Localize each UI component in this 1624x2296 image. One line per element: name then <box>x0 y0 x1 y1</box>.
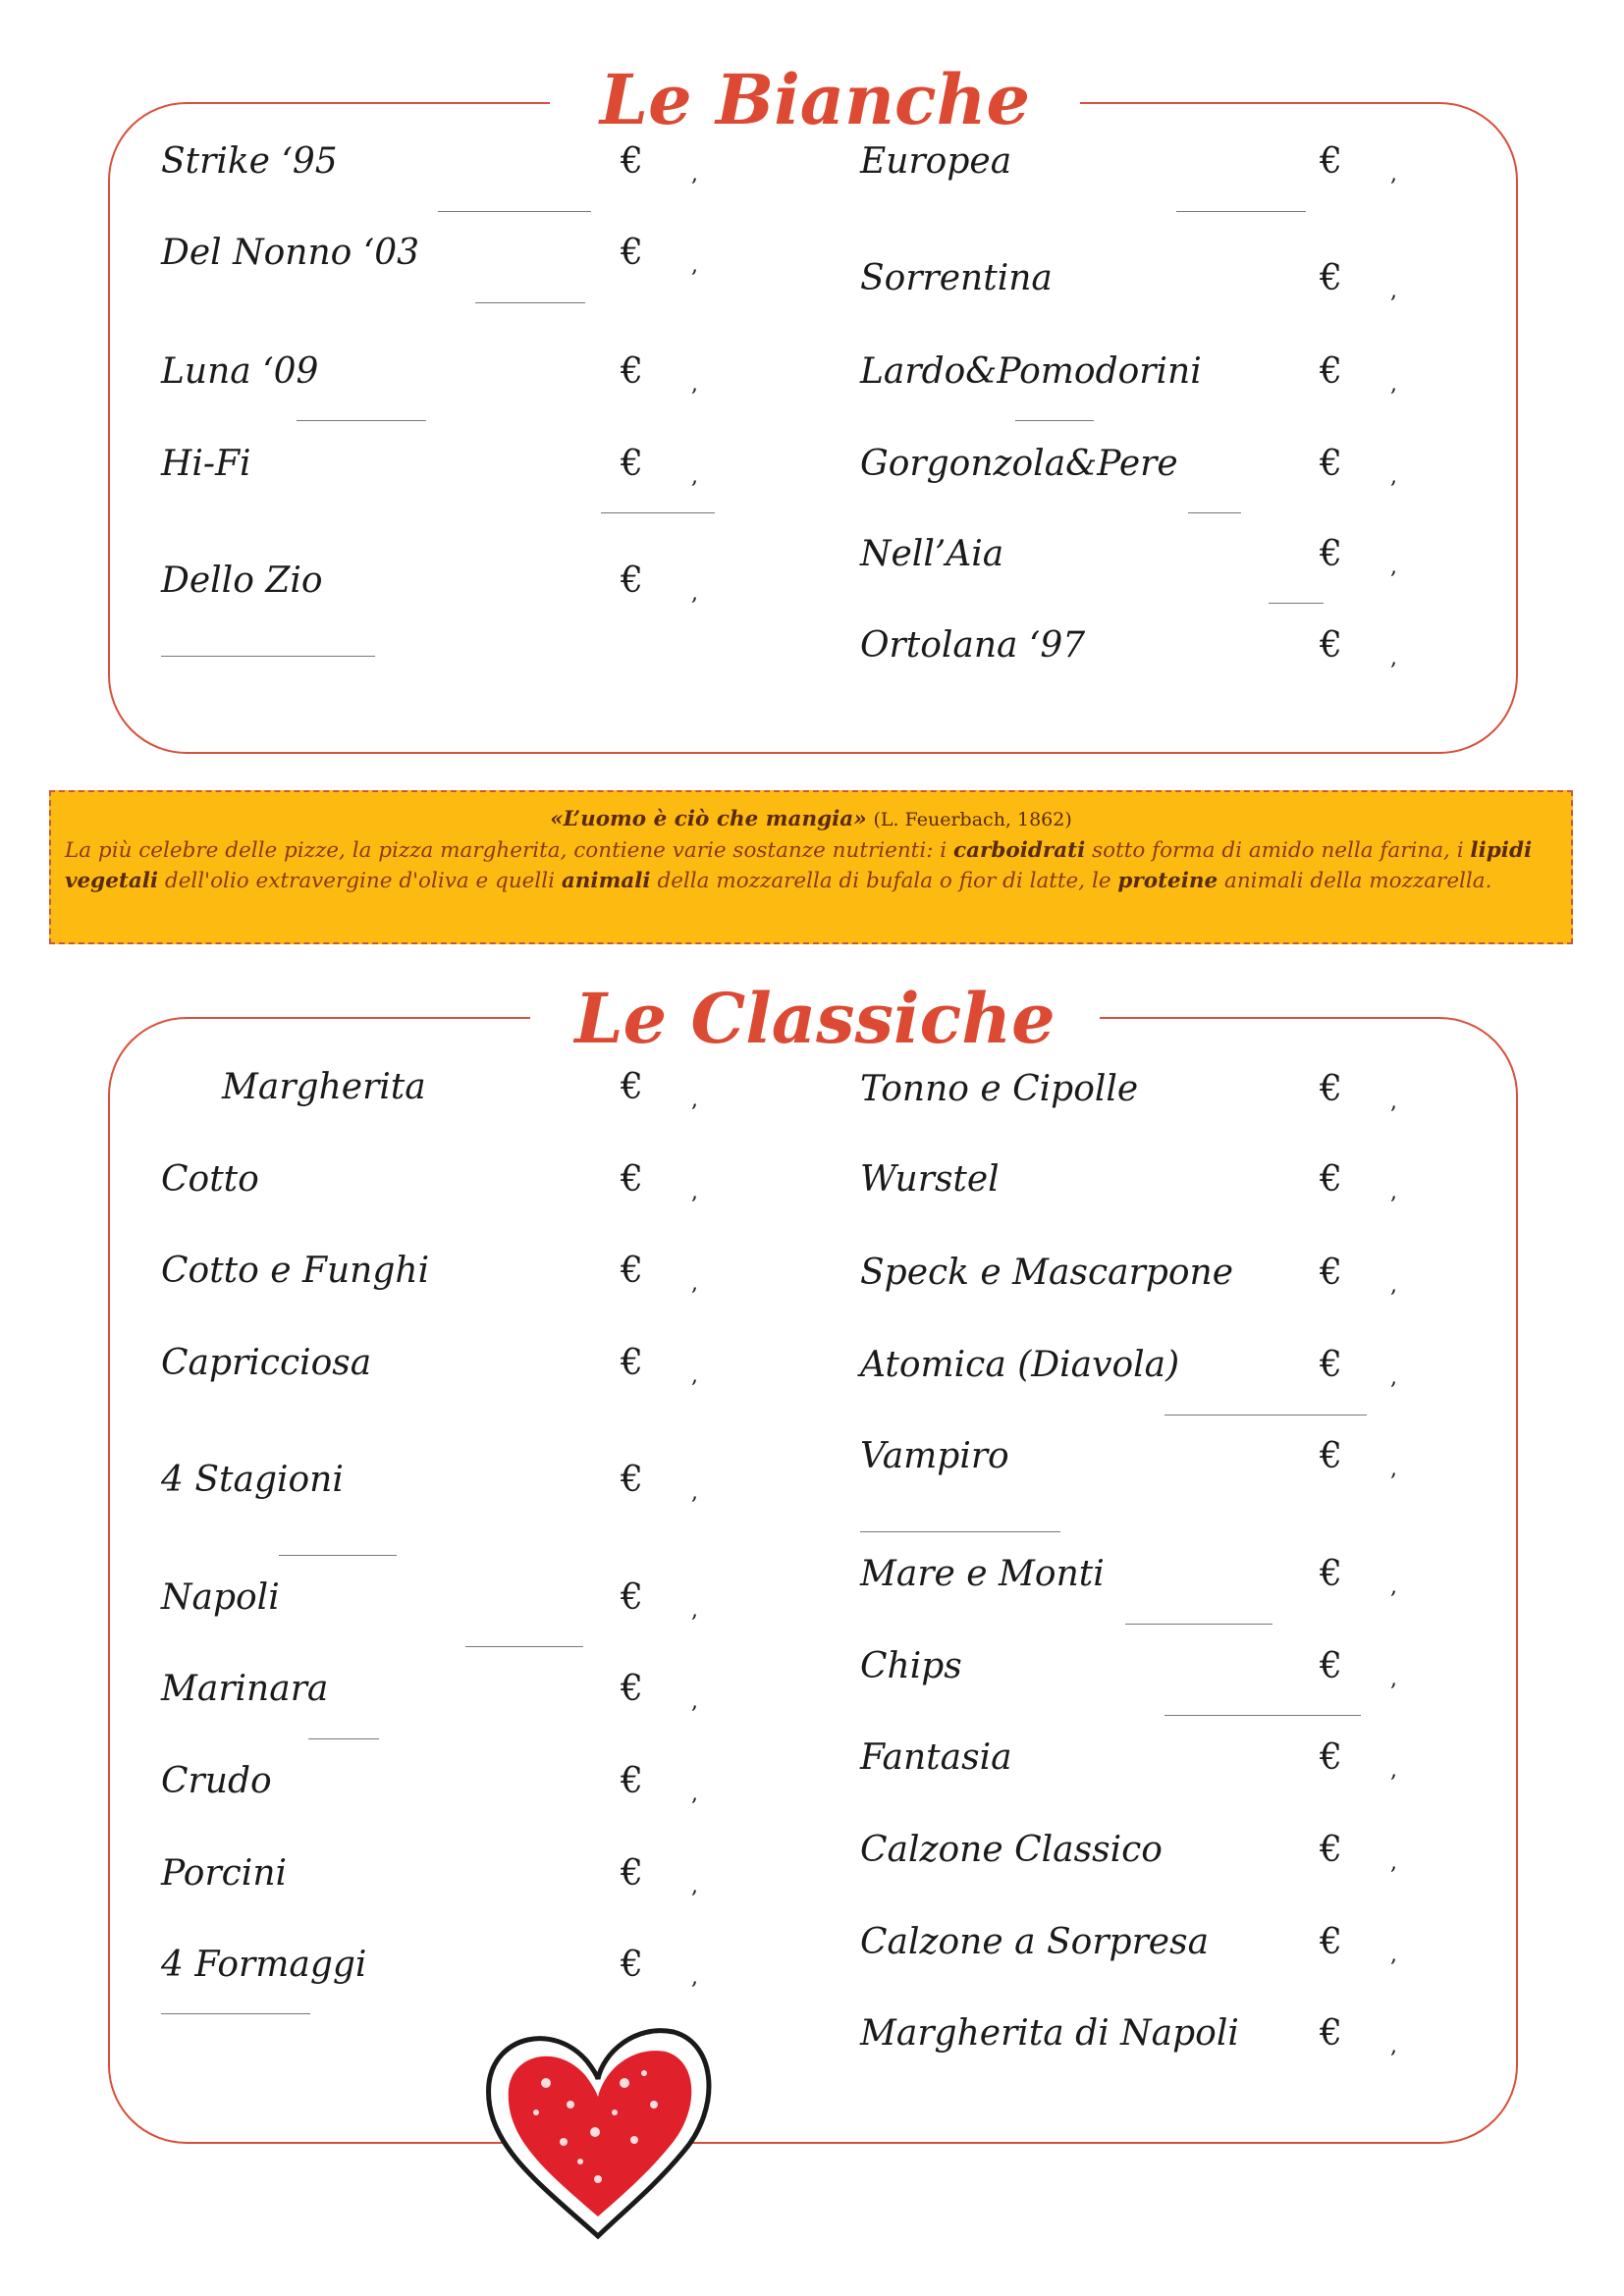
euro-sign: € <box>1320 534 1342 574</box>
menu-item-name: Wurstel <box>860 1159 1000 1200</box>
menu-item-name: Calzone Classico <box>860 1830 1163 1870</box>
divider-line <box>1125 1624 1272 1625</box>
euro-sign: € <box>1320 625 1342 666</box>
menu-item-name: Hi-Fi <box>161 444 251 484</box>
price-comma: , <box>1390 1575 1397 1599</box>
price-comma: , <box>691 1874 698 1898</box>
menu-item-name: Chips <box>860 1646 962 1686</box>
menu-item-name: Nell’Aia <box>860 534 1004 574</box>
divider-line <box>1269 603 1324 604</box>
euro-sign: € <box>621 1761 643 1801</box>
bianche-title: Le Bianche <box>550 61 1080 139</box>
divider-line <box>1176 211 1306 212</box>
quote-heading <box>65 804 1557 835</box>
quote-text-bold: proteine <box>1117 869 1218 893</box>
price-comma: , <box>1390 1090 1397 1114</box>
price-comma: , <box>691 1598 698 1623</box>
price-comma: , <box>1390 555 1397 579</box>
price-comma: , <box>691 1271 698 1296</box>
menu-item-name: Sorrentina <box>860 258 1053 298</box>
classiche-title: Le Classiche <box>530 980 1100 1058</box>
price-comma: , <box>1390 1667 1397 1691</box>
quote-text-part: dell'olio extravergine d'oliva e quelli <box>158 869 562 893</box>
price-comma: , <box>1390 372 1397 397</box>
menu-item-name: Porcini <box>161 1853 288 1894</box>
euro-sign: € <box>621 1159 643 1200</box>
divider-line <box>601 512 715 513</box>
price-comma: , <box>1390 162 1397 187</box>
quote-text-bold: lipidi vegetali <box>65 838 1533 893</box>
menu-item-name: Capricciosa <box>161 1343 372 1383</box>
menu-item-name: Margherita <box>222 1067 426 1107</box>
pizza-heart-icon <box>477 2014 719 2246</box>
euro-sign: € <box>1320 258 1342 298</box>
menu-item-name: Napoli <box>161 1577 280 1618</box>
price-comma: , <box>1390 1457 1397 1481</box>
menu-item-name: Crudo <box>161 1761 272 1801</box>
euro-sign: € <box>621 444 643 484</box>
quote-text-bold: animali <box>561 869 651 893</box>
price-comma: , <box>1390 1273 1397 1298</box>
price-comma: , <box>691 1480 698 1505</box>
euro-sign: € <box>1320 1159 1342 1200</box>
quote-text-bold: carboidrati <box>952 838 1086 863</box>
menu-item-name: Del Nonno ‘03 <box>161 233 420 273</box>
price-comma: , <box>691 1965 698 1990</box>
price-comma: , <box>1390 646 1397 670</box>
price-comma: , <box>691 464 698 489</box>
price-comma: , <box>1390 2034 1397 2058</box>
price-comma: , <box>1390 1943 1397 1967</box>
quote-text <box>65 835 1557 896</box>
euro-sign: € <box>1320 1830 1342 1870</box>
euro-sign: € <box>621 1853 643 1894</box>
euro-sign: € <box>1320 1253 1342 1293</box>
euro-sign: € <box>621 1577 643 1618</box>
menu-item-name: Europea <box>860 141 1012 182</box>
euro-sign: € <box>1320 1345 1342 1385</box>
price-comma: , <box>1390 464 1397 489</box>
menu-item-name: Margherita di Napoli <box>860 2013 1239 2054</box>
euro-sign: € <box>1320 351 1342 392</box>
price-comma: , <box>1390 279 1397 303</box>
euro-sign: € <box>1320 1069 1342 1109</box>
quote-banner <box>49 790 1573 944</box>
euro-sign: € <box>1320 2013 1342 2054</box>
menu-item-name: Marinara <box>161 1669 329 1709</box>
price-comma: , <box>1390 1180 1397 1204</box>
menu-item-name: Luna ‘09 <box>161 351 319 392</box>
euro-sign: € <box>1320 1737 1342 1778</box>
euro-sign: € <box>621 351 643 392</box>
price-comma: , <box>691 1363 698 1388</box>
euro-sign: € <box>1320 1646 1342 1686</box>
menu-item-name: Mare e Monti <box>860 1554 1105 1594</box>
price-comma: , <box>691 1689 698 1714</box>
menu-item-name: Speck e Mascarpone <box>860 1253 1234 1293</box>
menu-item-name: Calzone a Sorpresa <box>860 1922 1210 1962</box>
euro-sign: € <box>621 1460 643 1500</box>
euro-sign: € <box>621 561 643 601</box>
divider-line <box>1015 420 1094 421</box>
divider-line <box>161 2013 310 2014</box>
menu-item-name: 4 Stagioni <box>161 1460 344 1500</box>
price-comma: , <box>691 372 698 397</box>
price-comma: , <box>691 162 698 187</box>
menu-item-name: Gorgonzola&Pere <box>860 444 1178 484</box>
euro-sign: € <box>621 1067 643 1107</box>
divider-line <box>1188 512 1241 513</box>
price-comma: , <box>691 581 698 606</box>
divider-line <box>860 1531 1060 1532</box>
menu-item-name: Ortolana ‘97 <box>860 625 1086 666</box>
divider-line <box>279 1555 397 1556</box>
euro-sign: € <box>1320 444 1342 484</box>
price-comma: , <box>1390 1850 1397 1875</box>
price-comma: , <box>691 1782 698 1806</box>
divider-line <box>438 211 591 212</box>
euro-sign: € <box>621 1945 643 1985</box>
divider-line <box>475 302 585 303</box>
quote-text-part: animali della mozzarella. <box>1218 869 1492 893</box>
menu-item-name: Dello Zio <box>161 561 323 601</box>
euro-sign: € <box>621 141 643 182</box>
divider-line <box>161 656 375 657</box>
euro-sign: € <box>1320 1554 1342 1594</box>
price-comma: , <box>1390 1365 1397 1390</box>
price-comma: , <box>691 253 698 278</box>
divider-line <box>308 1738 379 1739</box>
euro-sign: € <box>621 1343 643 1383</box>
menu-item-name: Vampiro <box>860 1436 1009 1476</box>
menu-item-name: Atomica (Diavola) <box>860 1345 1180 1385</box>
menu-item-name: Strike ‘95 <box>161 141 338 182</box>
quote-text-part: della mozzarella di bufala o fior di latte, le <box>650 869 1118 893</box>
euro-sign: € <box>621 1251 643 1291</box>
euro-sign: € <box>621 1669 643 1709</box>
divider-line <box>465 1646 583 1647</box>
euro-sign: € <box>1320 1436 1342 1476</box>
price-comma: , <box>1390 1758 1397 1783</box>
euro-sign: € <box>1320 141 1342 182</box>
menu-item-name: Tonno e Cipolle <box>860 1069 1139 1109</box>
price-comma: , <box>691 1088 698 1112</box>
euro-sign: € <box>621 233 643 273</box>
quote-text-part: sotto forma di amido nella farina, i <box>1085 838 1471 863</box>
quote-text-part: La più celebre delle pizze, la pizza margherita, contiene varie sostanze nutrienti: i <box>65 838 953 863</box>
menu-item-name: Cotto e Funghi <box>161 1251 430 1291</box>
menu-item-name: Lardo&Pomodorini <box>860 351 1202 392</box>
menu-item-name: Cotto <box>161 1159 259 1200</box>
quote-author: (L. Feuerbach, 1862) <box>873 809 1072 830</box>
quote-main: «L’uomo è ciò che mangia» <box>550 807 867 831</box>
divider-line <box>1164 1715 1361 1716</box>
euro-sign: € <box>1320 1922 1342 1962</box>
menu-item-name: 4 Formaggi <box>161 1945 367 1985</box>
divider-line <box>297 420 426 421</box>
price-comma: , <box>691 1180 698 1204</box>
menu-item-name: Fantasia <box>860 1737 1012 1778</box>
